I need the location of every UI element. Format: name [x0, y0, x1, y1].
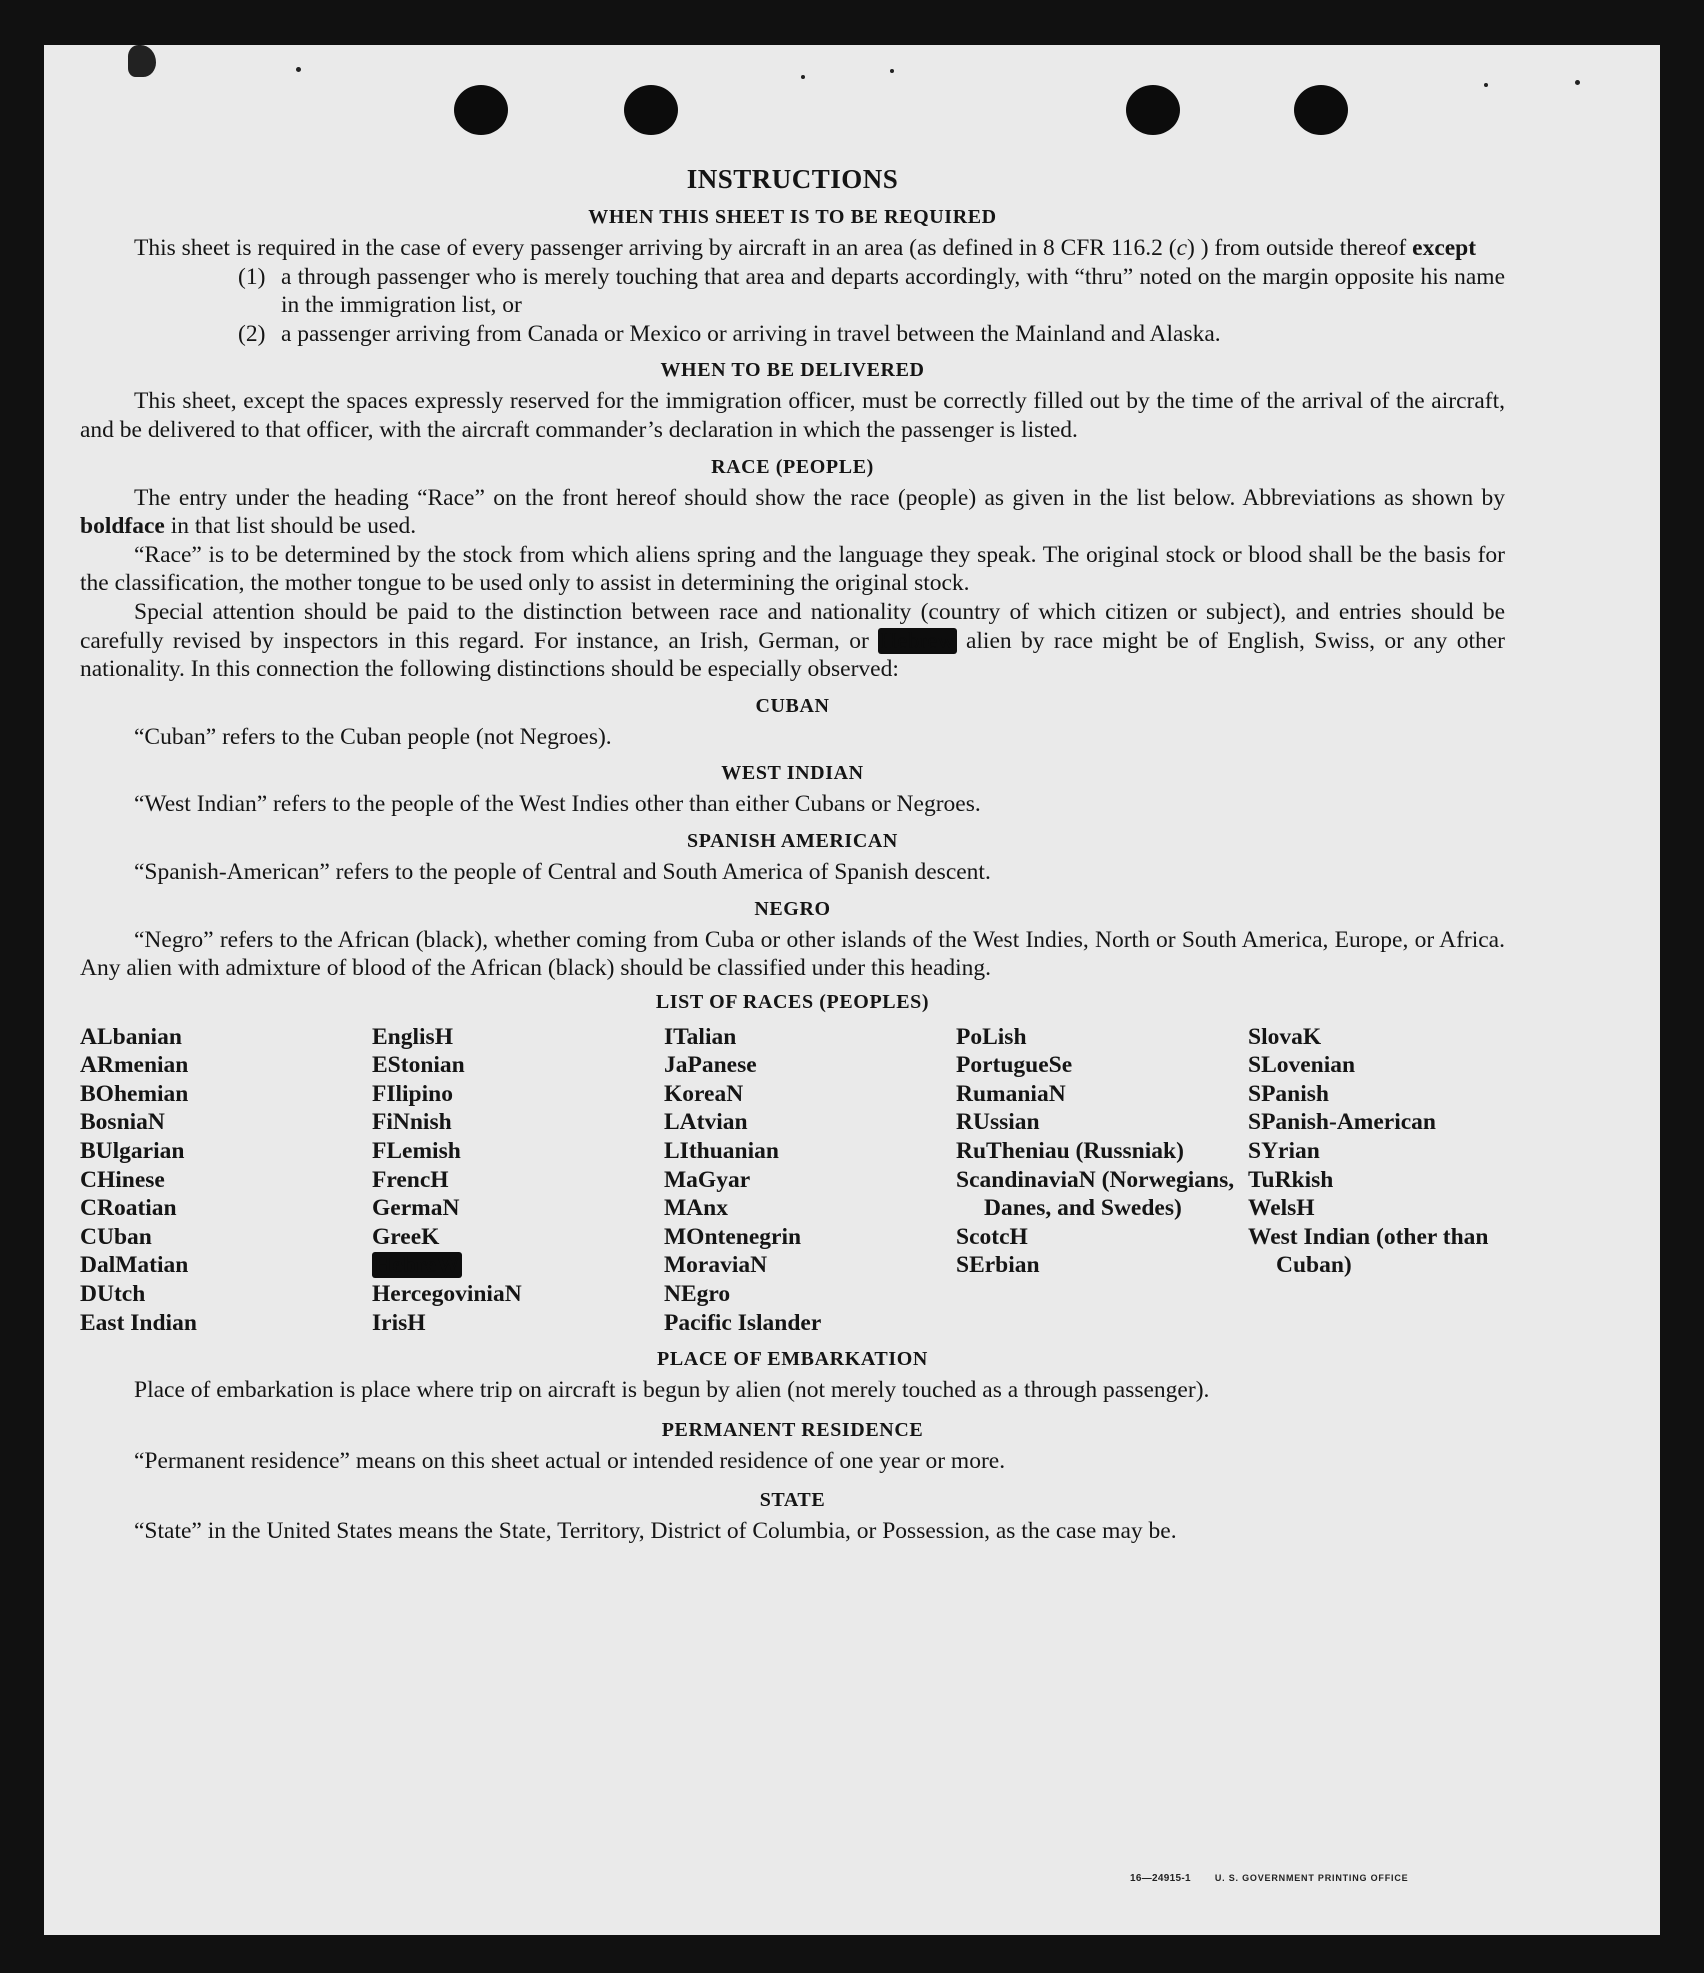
- race-item: DalMatian: [80, 1252, 189, 1279]
- ink-speck: [1575, 80, 1580, 85]
- race-item: LIthuanian: [664, 1138, 779, 1165]
- race-item: IrisH: [372, 1309, 426, 1336]
- race-column-3: [664, 1023, 956, 1338]
- race-item-redacted: [372, 1251, 664, 1280]
- race-item: WelsH: [1248, 1195, 1315, 1222]
- residence-text: “Permanent residence” means on this sheet actual or intended residence of one year or more.: [134, 1447, 1006, 1474]
- exception-item-2: (2) a passenger arriving from Canada or Mexico or arriving in travel between the Mainland and Alaska.: [238, 320, 1221, 347]
- redaction-bar: HebreW: [374, 1252, 460, 1279]
- race-item: EnglisH: [372, 1023, 453, 1050]
- race-item: ScotcH: [956, 1223, 1028, 1250]
- race-item: SlovaK: [1248, 1023, 1322, 1050]
- race-item: MAnx: [664, 1195, 728, 1222]
- race-list: [80, 1023, 1505, 1338]
- race-item: ITalian: [664, 1023, 737, 1050]
- heading-when-required: WHEN THIS SHEET IS TO BE REQUIRED: [588, 206, 997, 228]
- cuban-text: “Cuban” refers to the Cuban people (not Negroes).: [134, 723, 612, 750]
- race-item: PortugueSe: [956, 1052, 1073, 1079]
- race-item: FrencH: [372, 1166, 449, 1193]
- ink-blot: [128, 45, 156, 77]
- race-item: FIlipino: [372, 1080, 453, 1107]
- redaction-bar: Hebrew: [880, 627, 955, 654]
- race-item: RuTheniau (Russniak): [956, 1138, 1184, 1165]
- west-indian-text: “West Indian” refers to the people of the West Indies other than either Cubans or Negroes.: [134, 791, 981, 818]
- race-item: RUssian: [956, 1109, 1040, 1136]
- race-item: Pacific Islander: [664, 1309, 822, 1336]
- race-item: ALbanian: [80, 1023, 182, 1050]
- race-item: ScandinaviaN (Norwegians, Danes, and Swedes): [956, 1166, 1235, 1222]
- race-item: JaPanese: [664, 1052, 757, 1079]
- delivered-text: This sheet, except the spaces expressly reserved for the immigration officer, must be correctly filled out by the time of the arrival of the aircraft, and be delivered to that officer, with the aircraft commander’s declaration in which the passenger is listed.: [80, 388, 1505, 443]
- race-item: PoLish: [956, 1023, 1027, 1050]
- race-item: SYrian: [1248, 1138, 1320, 1165]
- ink-speck: [801, 75, 805, 79]
- race-paragraph-2: “Race” is to be determined by the stock from which aliens spring and the language they speak. The original stock or blood shall be the basis for the classification, the mother tongue to be used only to assist in determining the original stock.: [80, 541, 1505, 597]
- heading-cuban: CUBAN: [755, 694, 830, 717]
- race-item: West Indian (other than Cuban): [1248, 1223, 1489, 1279]
- printer-name: U. S. GOVERNMENT PRINTING OFFICE: [1214, 1873, 1409, 1883]
- race-item: GreeK: [372, 1223, 440, 1250]
- required-intro: This sheet is required in the case of every passenger arriving by aircraft in an area (as defined in 8 CFR 116.2 (c) ) from outside thereof except: [134, 235, 1477, 261]
- race-item: RumaniaN: [956, 1080, 1066, 1107]
- race-item: KoreaN: [664, 1080, 744, 1107]
- race-item: MoraviaN: [664, 1252, 768, 1279]
- negro-text: “Negro” refers to the African (black), whether coming from Cuba or other islands of the West Indies, North or South America, Europe, or Africa. Any alien with admixture of blood of the African (black) should be classified under this heading.: [80, 926, 1505, 982]
- heading-state: STATE: [759, 1489, 826, 1512]
- race-item: East Indian: [80, 1309, 197, 1336]
- heading-race: RACE (PEOPLE): [711, 455, 874, 478]
- race-item: MaGyar: [664, 1166, 751, 1193]
- printer-imprint: [1130, 1873, 1408, 1884]
- race-item: FLemish: [372, 1138, 461, 1165]
- race-item: BUlgarian: [80, 1138, 185, 1165]
- race-item: SPanish: [1248, 1080, 1329, 1107]
- heading-negro: NEGRO: [754, 897, 831, 920]
- race-item: BOhemian: [80, 1080, 189, 1107]
- race-column-1: [80, 1023, 372, 1338]
- ink-speck: [1484, 83, 1488, 87]
- heading-west-indian: WEST INDIAN: [721, 762, 864, 785]
- heading-when-delivered: WHEN TO BE DELIVERED: [660, 359, 925, 382]
- punch-hole: [1294, 85, 1348, 135]
- race-item: CRoatian: [80, 1195, 177, 1222]
- ink-speck: [890, 69, 894, 73]
- race-item: BosniaN: [80, 1109, 165, 1136]
- spanish-american-text: “Spanish-American” refers to the people of Central and South America of Spanish descent.: [134, 858, 991, 885]
- punch-hole: [624, 85, 678, 135]
- punch-hole: [1126, 85, 1180, 135]
- race-item: HercegoviniaN: [372, 1281, 522, 1308]
- race-item: ARmenian: [80, 1052, 189, 1079]
- embarkation-text: Place of embarkation is place where trip on aircraft is begun by alien (not merely touched as a through passenger).: [134, 1377, 1210, 1404]
- race-paragraph-3: Special attention should be paid to the distinction between race and nationality (country of which citizen or subject), and entries should be carefully revised by inspectors in this regard. For instance, an Irish, German, or Hebrew alien by race might be of English, Swiss, or any other nationality. In this connection the following distinctions should be especially observed:: [80, 598, 1505, 683]
- race-item: SErbian: [956, 1252, 1040, 1279]
- punch-hole: [454, 85, 508, 135]
- ink-speck: [296, 67, 301, 72]
- race-item: NEgro: [664, 1281, 731, 1308]
- race-item: GermaN: [372, 1195, 460, 1222]
- state-text: “State” in the United States means the State, Territory, District of Columbia, or Possession, as the case may be.: [134, 1518, 1177, 1545]
- race-item: FiNnish: [372, 1109, 452, 1136]
- form-code: 16—24915-1: [1130, 1873, 1191, 1884]
- race-item: TuRkish: [1248, 1166, 1334, 1193]
- race-item: SPanish-American: [1248, 1109, 1436, 1136]
- page-title: INSTRUCTIONS: [686, 164, 899, 194]
- race-column-2: [372, 1023, 664, 1338]
- race-item: SLovenian: [1248, 1052, 1356, 1079]
- heading-permanent-residence: PERMANENT RESIDENCE: [661, 1418, 924, 1441]
- race-item: EStonian: [372, 1052, 465, 1079]
- heading-place-of-embarkation: PLACE OF EMBARKATION: [657, 1348, 928, 1371]
- race-column-4: [956, 1023, 1248, 1338]
- heading-list-of-races: LIST OF RACES (PEOPLES): [655, 990, 930, 1013]
- heading-spanish-american: SPANISH AMERICAN: [687, 829, 898, 852]
- race-item: CHinese: [80, 1166, 165, 1193]
- document-page: [44, 45, 1660, 1935]
- race-item: DUtch: [80, 1281, 146, 1308]
- race-item: CUban: [80, 1223, 152, 1250]
- race-paragraph-1: The entry under the heading “Race” on the front hereof should show the race (people) as given in the list below. Abbreviations as shown by boldface in that list should be used.: [80, 484, 1505, 540]
- race-item: LAtvian: [664, 1109, 748, 1136]
- race-item: MOntenegrin: [664, 1223, 802, 1250]
- exception-item-1: (1) a through passenger who is merely touching that area and departs accordingly, with “thru” noted on the margin opposite his name in the immigration list, or: [238, 263, 1505, 319]
- instructions-content: [80, 163, 1505, 1546]
- race-column-5: [1248, 1023, 1540, 1338]
